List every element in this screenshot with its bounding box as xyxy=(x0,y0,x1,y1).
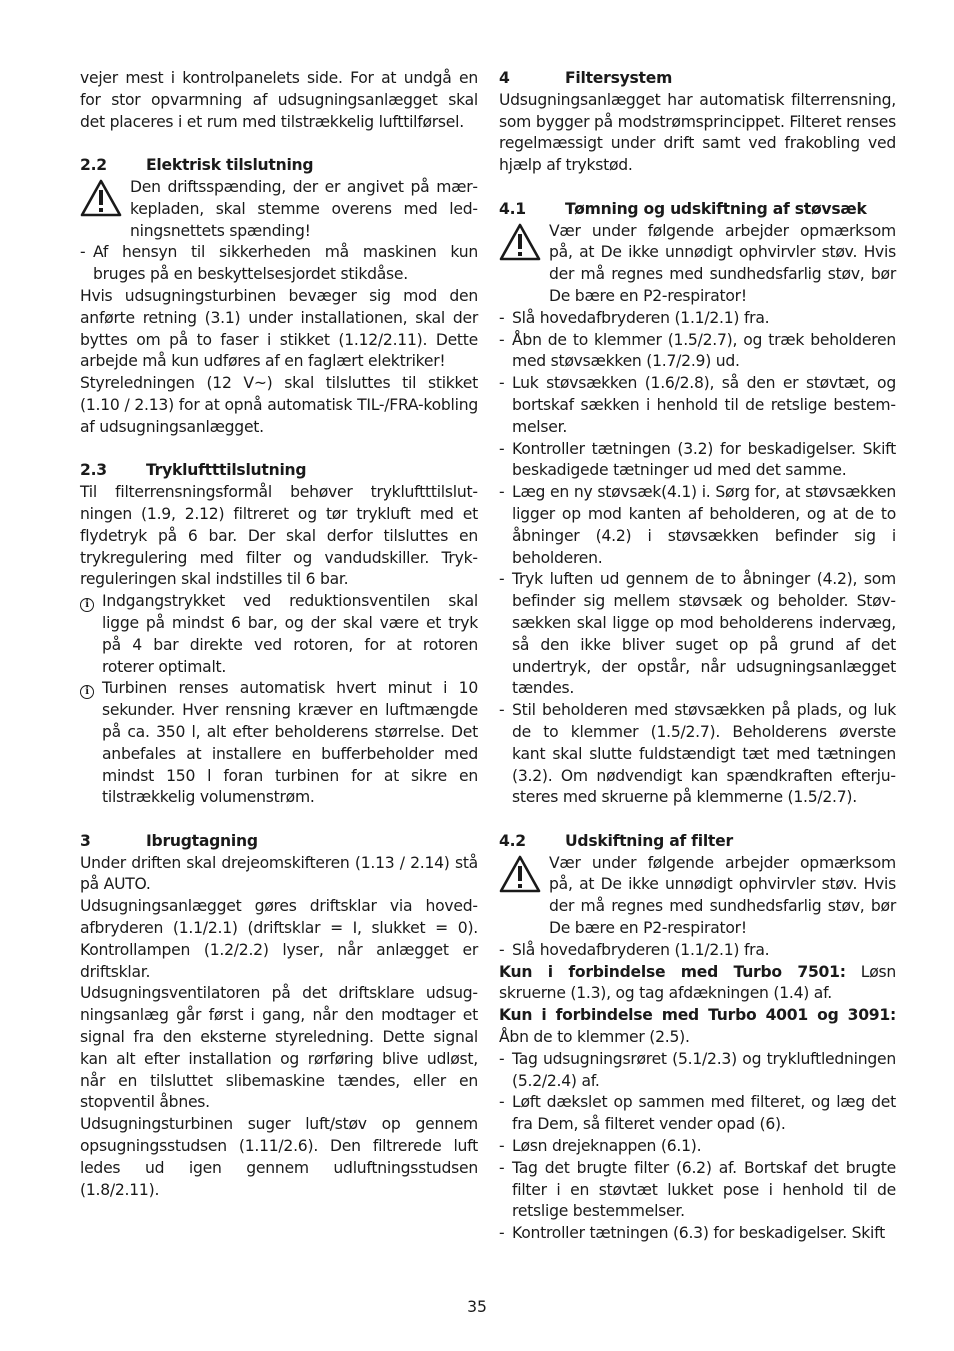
list-item: - Af hensyn til sikkerheden må maskinen kun bruges på en beskyttelsesjordet stikdåse. xyxy=(80,242,478,286)
info-icon: i xyxy=(80,685,94,699)
list-item-text: Kontroller tætningen (3.2) for beskadigelser. Skift beskadigede tætninger ud med det samme. xyxy=(512,439,896,480)
list-item: - Tryk luften ud gennem de to åbninger (4.2), som befinder sig mellem støvsæk og beholder. Støvsækken skal ligge op mod beholderens indervæg, så den ikke bliver suget op på grund af det undertryk, der opstår, når udsugningsanlægget tændes. xyxy=(499,569,896,700)
list-item: - Kontroller tætningen (6.3) for beskadigelser. Skift xyxy=(499,1223,896,1245)
section-heading-3 xyxy=(80,831,478,853)
list-item-text: Tag det brugte filter (6.2) af. Bortskaf det brugte filter i en støvtæt lukket pose i henhold til de retslige bestemmelser. xyxy=(512,1158,896,1221)
paragraph: Til filterrensningsformål behøver trykluftttilslutningen (1.9, 2.12) filtreret og tør trykluft med et flydetryk på 6 bar. Der skal derfor tilsluttes en trykregulering med filter og vandudskiller. Trykreguleringen skal indstilles til 6 bar. xyxy=(80,483,478,589)
note-text: Åbn de to klemmer (2.5). xyxy=(499,1028,690,1047)
list-item: - Løft dækslet op sammen med filteret, og læg det fra Dem, så filteret vender opad (6). xyxy=(499,1092,896,1136)
paragraph: Udsugningsventilatoren på det driftsklare udsugningsanlæg går først i gang, når den modtager et signal fra den eksterne styreledning. Dette signal kan alt efter installation og rørføring blive udløst, når en tilsluttet slibemaskine tændes, eller en stopventil åbnes. xyxy=(80,984,478,1112)
warning-triangle-icon xyxy=(80,177,130,242)
section-number: 3 xyxy=(80,831,91,850)
list-item-text: Af hensyn til sikkerheden må maskinen kun bruges på en beskyttelsesjordet stikdåse. xyxy=(93,243,478,284)
list-item-text: Luk støvsækken (1.6/2.8), så den er støvtæt, og bortskaf sækken i henhold til de retslige bestemmelser. xyxy=(512,374,896,436)
paragraph: Hvis udsugningsturbinen bevæger sig mod den anførte retning (3.1) under installationen, skal der byttes om på to faser i stikket (1.12/2.11). Dette arbejde må kun udføres af en faglært elektriker! xyxy=(80,286,478,371)
section-number: 2.3 xyxy=(80,461,107,480)
list-item-text: Tryk luften ud gennem de to åbninger (4.2), som befinder sig mellem støvsæk og beholder. Støvsækken skal ligge op mod beholderens indervæg, så den ikke bliver suget op på grund af det undertryk, der opstår, når udsugningsanlægget tændes. xyxy=(512,570,896,698)
intro-paragraph: vejer mest i kontrolpanelets side. For at undgå en for stor opvarmning af udsugningsanlægget skal det placeres i et rum med tilstrækkelig lufttilførsel. xyxy=(80,69,478,131)
warning-text: Vær under følgende arbejder opmærksom på, at De ikke unnødigt ophvirvler støv. Hvis der må regnes med sundhedsfarlig støv, bør De bære en P2-respirator! xyxy=(549,853,896,938)
list-item: - Læg en ny støvsæk(4.1) i. Sørg for, at støvsækken ligger op mod kanten af beholderen, og at de to åbninger (4.2) i støvsækken befinder sig i beholderen. xyxy=(499,482,896,569)
section-title: Filtersystem xyxy=(565,69,673,87)
section-title: Udskiftning af filter xyxy=(565,831,733,850)
list-item: - Slå hovedafbryderen (1.1/2.1) fra. xyxy=(499,308,896,330)
turbo-7501-note xyxy=(499,962,896,1006)
section-title: Elektrisk tilslutning xyxy=(146,156,314,175)
warning-triangle-icon xyxy=(499,221,549,308)
left-column xyxy=(80,68,478,1201)
info-note xyxy=(80,591,478,678)
list-item-text: Løsn drejeknappen (6.1). xyxy=(512,1137,702,1156)
list-item-text: Slå hovedafbryderen (1.1/2.1) fra. xyxy=(512,308,770,327)
list-item-text: Læg en ny støvsæk(4.1) i. Sørg for, at støvsækken ligger op mod kanten af beholderen, og at de to åbninger (4.2) i støvsækken befinder sig i beholderen. xyxy=(512,483,896,567)
paragraph: Udsugningsanlægget gøres driftsklar via hovedafbryderen (1.1/2.1) (driftsklar = I, slukket = 0). Kontrollampen (1.2/2.2) lyser, når anlægget er driftsklar. xyxy=(80,897,478,981)
page-number: 35 xyxy=(467,1298,487,1316)
section-number: 4.2 xyxy=(499,831,526,850)
warning-block xyxy=(499,853,896,940)
list-item-text: Kontroller tætningen (6.3) for beskadigelser. Skift xyxy=(512,1224,885,1243)
warning-text: Vær under følgende arbejder opmærksom på, at De ikke unnødigt ophvirvler støv. Hvis der må regnes med sundhedsfarlig støv, bør De bære en P2-respirator! xyxy=(549,221,896,305)
list-item: - Kontroller tætningen (3.2) for beskadigelser. Skift beskadigede tætninger ud med det samme. xyxy=(499,439,896,483)
list-item: - Åbn de to klemmer (1.5/2.7), og træk beholderen med støvsækken (1.7/2.9) ud. xyxy=(499,330,896,374)
warning-block xyxy=(80,177,478,242)
list-item: - Tag det brugte filter (6.2) af. Bortskaf det brugte filter i en støvtæt lukket pose i henhold til de retslige bestemmelser. xyxy=(499,1158,896,1223)
section-heading-4 xyxy=(499,68,896,90)
paragraph: Styreledningen (12 V~) skal tilsluttes til stikket (1.10 / 2.13) for at opnå automatisk TIL-/FRA-kobling af udsugningsanlægget. xyxy=(80,374,478,436)
list-item-text: Stil beholderen med støvsækken på plads, og luk de to klemmer (1.5/2.7). Beholderens øverste kant skal slutte fuldstændigt tæt med tætningen (3.2). Om nødvendigt kan spændkraften efterjusteres med skruerne på klemmerne (1.5/2.7). xyxy=(512,701,896,807)
paragraph: Udsugningsanlægget har automatisk filterrensning, som bygger på modstrømsprincippet. Filteret renses regelmæssigt under drift samt ved frakobling ved hjælp af trykstød. xyxy=(499,90,896,175)
warning-block xyxy=(499,221,896,308)
note-text: Løsn skruerne (1.3), og tag afdækningen (1.4) af. xyxy=(499,962,896,1003)
list-item-text: Slå hovedafbryderen (1.1/2.1) fra. xyxy=(512,940,770,959)
section-heading-2-3 xyxy=(80,460,478,482)
section-title: Trykluftttilslutning xyxy=(146,461,307,480)
info-text: Indgangstrykket ved reduktionsventilen skal ligge på mindst 6 bar, og der skal være et tryk på 4 bar direkte ved rotoren, for at rotoren roterer optimalt. xyxy=(102,592,478,676)
list-item: - Slå hovedafbryderen (1.1/2.1) fra. xyxy=(499,940,896,962)
note-label: Kun i forbindelse med Turbo 4001 og 3091: xyxy=(499,1006,896,1025)
list-item-text: Løft dækslet op sammen med filteret, og læg det fra Dem, så filteret vender opad (6). xyxy=(512,1093,896,1134)
list-item: - Løsn drejeknappen (6.1). xyxy=(499,1136,896,1158)
section-number: 4 xyxy=(499,69,510,87)
paragraph: Under driften skal drejeomskifteren (1.13 / 2.14) stå på AUTO. xyxy=(80,853,478,894)
list-item: - Stil beholderen med støvsækken på plads, og luk de to klemmer (1.5/2.7). Beholderens øverste kant skal slutte fuldstændigt tæt med tætningen (3.2). Om nødvendigt kan spændkraften efterjusteres med skruerne på klemmerne (1.5/2.7). xyxy=(499,700,896,809)
turbo-4001-note xyxy=(499,1005,896,1049)
section-heading-2-2 xyxy=(80,155,478,177)
list-item-text: Åbn de to klemmer (1.5/2.7), og træk beholderen med støvsækken (1.7/2.9) ud. xyxy=(512,330,896,371)
info-note xyxy=(80,678,478,809)
section-heading-4-2 xyxy=(499,831,896,853)
section-number: 2.2 xyxy=(80,156,107,175)
note-label: Kun i forbindelse med Turbo 7501: xyxy=(499,962,846,981)
list-item: - Luk støvsækken (1.6/2.8), så den er støvtæt, og bortskaf sækken i henhold til de retslige bestemmelser. xyxy=(499,373,896,438)
list-item-text: Tag udsugningsrøret (5.1/2.3) og trykluftledningen (5.2/2.4) af. xyxy=(512,1049,896,1090)
right-column xyxy=(499,68,896,1245)
list-item: - Tag udsugningsrøret (5.1/2.3) og trykluftledningen (5.2/2.4) af. xyxy=(499,1049,896,1093)
section-title: Tømning og udskiftning af støvsæk xyxy=(565,199,867,218)
paragraph: Udsugningsturbinen suger luft/støv op gennem opsugningsstudsen (1.11/2.6). Den filtrerede luft ledes ud igen gennem udluftningsstudsen (1.8/2.11). xyxy=(80,1115,478,1199)
warning-triangle-icon xyxy=(499,853,549,940)
warning-text: Den driftsspænding, der er angivet på mærkepladen, skal stemme overens med ledningsnettets spænding! xyxy=(130,177,478,240)
section-heading-4-1 xyxy=(499,199,896,221)
info-icon: i xyxy=(80,598,94,612)
section-title: Ibrugtagning xyxy=(146,831,258,850)
info-text: Turbinen renses automatisk hvert minut i 10 sekunder. Hver rensning kræver en luftmængde på ca. 350 l, alt efter beholderens størrelse. Det anbefales at installere en bufferbeholder med mindst 150 l foran turbinen for at sikre en tilstrækkelig volumenstrøm. xyxy=(102,679,478,807)
section-number: 4.1 xyxy=(499,199,526,218)
